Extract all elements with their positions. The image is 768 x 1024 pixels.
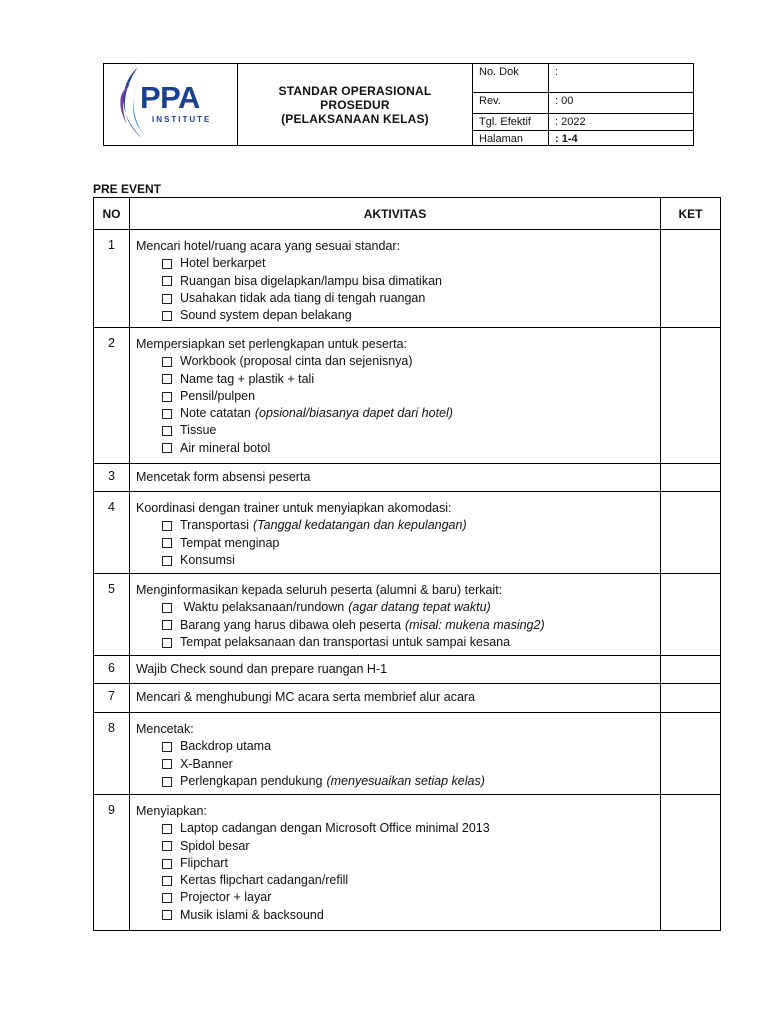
activity-cell <box>130 492 661 574</box>
activity-text: Mencari & menghubungi MC acara serta membrief alur acara <box>136 690 476 704</box>
checkbox-icon[interactable] <box>162 603 172 613</box>
checklist-item-text: Pensil/pulpen <box>180 388 256 403</box>
activity-text: Menyiapkan: <box>136 804 207 818</box>
checkbox-icon[interactable] <box>162 276 172 286</box>
table-row <box>94 464 721 492</box>
checklist-item-note: (misal: mukena masing2) <box>404 617 545 632</box>
activity-text: Mencari hotel/ruang acara yang sesuai standar: <box>136 239 401 253</box>
checklist-item-text: Usahakan tidak ada tiang di tengah ruangan <box>180 290 426 305</box>
checkbox-icon[interactable] <box>162 742 172 752</box>
ket-cell[interactable] <box>661 713 721 795</box>
activity-cell <box>130 464 661 492</box>
title-line: STANDAR OPERASIONAL <box>278 83 432 98</box>
checklist-item-note: (Tanggal kedatangan dan kepulangan) <box>253 518 467 533</box>
checkbox-icon[interactable] <box>162 620 172 630</box>
checkbox-icon[interactable] <box>162 777 172 787</box>
checklist-item <box>136 353 660 370</box>
checklist-item-text: Kertas flipchart cadangan/refill <box>180 873 349 888</box>
table-row <box>94 328 721 464</box>
checkbox-icon[interactable] <box>162 893 172 903</box>
checklist-item <box>136 872 660 889</box>
meta-value: : 00 <box>555 94 574 107</box>
row-number: 6 <box>94 656 130 684</box>
checklist-item <box>136 599 660 616</box>
checklist-item <box>136 255 660 272</box>
meta-key: No. Dok <box>473 64 549 92</box>
activity-cell <box>130 230 661 328</box>
title-line: PROSEDUR <box>320 97 390 112</box>
checklist-item <box>136 517 660 534</box>
title-line: (PELAKSANAAN KELAS) <box>281 111 429 126</box>
checklist-item-text: Workbook (proposal cinta dan sejenisnya) <box>180 354 413 369</box>
checkbox-icon[interactable] <box>162 538 172 548</box>
checklist-item-text: Backdrop utama <box>180 739 272 754</box>
checkbox-icon[interactable] <box>162 294 172 304</box>
checklist-item <box>136 422 660 439</box>
checklist-item-note: (agar datang tepat waktu) <box>348 600 491 615</box>
table-row <box>94 795 721 931</box>
checklist-item-text: Spidol besar <box>180 838 250 853</box>
checklist-item-text: X-Banner <box>180 756 233 771</box>
checklist-item-text: Name tag + plastik + tali <box>180 371 315 386</box>
row-number: 8 <box>94 713 130 795</box>
checklist-item-text: Air mineral botol <box>180 440 271 455</box>
ket-cell[interactable] <box>661 328 721 464</box>
checkbox-icon[interactable] <box>162 910 172 920</box>
activity-cell <box>130 328 661 464</box>
activity-cell <box>130 713 661 795</box>
row-number: 2 <box>94 328 130 464</box>
logo-wordmark: PPA <box>140 80 200 115</box>
checklist-item <box>136 290 660 307</box>
table-row <box>94 713 721 795</box>
checklist-item-text: Laptop cadangan dengan Microsoft Office minimal 2013 <box>180 821 490 836</box>
row-number: 5 <box>94 574 130 656</box>
checkbox-icon[interactable] <box>162 426 172 436</box>
checkbox-icon[interactable] <box>162 357 172 367</box>
checklist-item <box>136 388 660 405</box>
meta-key: Halaman <box>473 131 549 145</box>
meta-key: Tgl. Efektif <box>473 114 549 130</box>
checkbox-icon[interactable] <box>162 443 172 453</box>
activity-text: Mencetak form absensi peserta <box>136 470 311 484</box>
checkbox-icon[interactable] <box>162 876 172 886</box>
meta-row-effective-date <box>473 114 693 131</box>
document-title <box>238 64 473 145</box>
header-aktivitas: AKTIVITAS <box>130 198 661 230</box>
row-number: 1 <box>94 230 130 328</box>
meta-key: Rev. <box>473 93 549 114</box>
activity-text: Mencetak: <box>136 722 194 736</box>
table-row <box>94 574 721 656</box>
checkbox-icon[interactable] <box>162 311 172 321</box>
header-ket: KET <box>661 198 721 230</box>
checkbox-icon[interactable] <box>162 392 172 402</box>
checklist-item <box>136 273 660 290</box>
activity-text: Mempersiapkan set perlengkapan untuk peserta: <box>136 337 407 351</box>
checklist-item <box>136 738 660 755</box>
checkbox-icon[interactable] <box>162 824 172 834</box>
document-meta <box>473 64 693 145</box>
document-header <box>103 63 694 146</box>
checklist-item-text: Flipchart <box>180 855 228 870</box>
row-number: 3 <box>94 464 130 492</box>
logo-cell <box>104 64 238 145</box>
row-number: 4 <box>94 492 130 574</box>
activity-table <box>93 197 721 931</box>
ket-cell[interactable] <box>661 492 721 574</box>
table-row <box>94 656 721 684</box>
meta-row-revision <box>473 93 693 115</box>
logo-subtitle: INSTITUTE <box>152 115 212 124</box>
checklist-item-text: Konsumsi <box>180 552 235 567</box>
checkbox-icon[interactable] <box>162 638 172 648</box>
table-row <box>94 684 721 713</box>
checklist-item-text: Barang yang harus dibawa oleh peserta <box>180 617 401 632</box>
ket-cell[interactable] <box>661 574 721 656</box>
checklist-item <box>136 440 660 457</box>
checklist-item <box>136 371 660 388</box>
section-title: PRE EVENT <box>93 182 162 196</box>
meta-row-doc-no <box>473 64 693 93</box>
checklist-item <box>136 855 660 872</box>
checkbox-icon[interactable] <box>162 556 172 566</box>
activity-cell <box>130 656 661 684</box>
activity-text: Koordinasi dengan trainer untuk menyiapkan akomodasi: <box>136 501 452 515</box>
meta-value: : 1-4 <box>555 132 578 145</box>
checkbox-icon[interactable] <box>162 759 172 769</box>
checklist-item-text: Note catatan <box>180 406 251 421</box>
checkbox-icon[interactable] <box>162 841 172 851</box>
ket-cell[interactable] <box>661 230 721 328</box>
header-no: NO <box>94 198 130 230</box>
checklist-item-text: Sound system depan belakang <box>180 308 352 323</box>
checklist-item <box>136 535 660 552</box>
checklist-item <box>136 634 660 651</box>
ket-cell[interactable] <box>661 684 721 713</box>
checklist-item-note: (menyesuaikan setiap kelas) <box>326 773 485 788</box>
checklist-item <box>136 617 660 634</box>
checklist-item-text: Tempat menginap <box>180 535 280 550</box>
checkbox-icon[interactable] <box>162 409 172 419</box>
activity-cell <box>130 684 661 713</box>
checklist-item <box>136 405 660 422</box>
row-number: 9 <box>94 795 130 931</box>
checklist-item-text: Waktu pelaksanaan/rundown <box>180 600 345 615</box>
meta-value: : 2022 <box>555 116 586 129</box>
meta-row-page <box>473 131 693 145</box>
ket-cell[interactable] <box>661 795 721 931</box>
meta-value: : <box>555 66 559 78</box>
table-header-row <box>94 198 721 230</box>
checklist-item <box>136 773 660 790</box>
activity-cell <box>130 574 661 656</box>
ket-cell[interactable] <box>661 656 721 684</box>
checkbox-icon[interactable] <box>162 259 172 269</box>
checklist-item <box>136 907 660 924</box>
checklist-item <box>136 307 660 324</box>
checkbox-icon[interactable] <box>162 859 172 869</box>
checklist-item <box>136 820 660 837</box>
ket-cell[interactable] <box>661 464 721 492</box>
checkbox-icon[interactable] <box>162 521 172 531</box>
checklist-item-text: Transportasi <box>180 518 250 533</box>
checklist-item-text: Hotel berkarpet <box>180 256 266 271</box>
activity-cell <box>130 795 661 931</box>
checkbox-icon[interactable] <box>162 374 172 384</box>
checklist-item-text: Tissue <box>180 423 217 438</box>
table-row <box>94 230 721 328</box>
checklist-item <box>136 552 660 569</box>
table-row <box>94 492 721 574</box>
activity-text: Menginformasikan kepada seluruh peserta (alumni & baru) terkait: <box>136 583 503 597</box>
checklist-item <box>136 889 660 906</box>
checklist-item-text: Musik islami & backsound <box>180 907 324 922</box>
checklist-item <box>136 756 660 773</box>
activity-text: Wajib Check sound dan prepare ruangan H-1 <box>136 662 388 676</box>
checklist-item-note: (opsional/biasanya dapet dari hotel) <box>254 406 453 421</box>
checklist-item-text: Ruangan bisa digelapkan/lampu bisa dimatikan <box>180 273 442 288</box>
checklist-item-text: Projector + layar <box>180 890 272 905</box>
row-number: 7 <box>94 684 130 713</box>
checklist-item-text: Tempat pelaksanaan dan transportasi untuk sampai kesana <box>180 634 511 649</box>
checklist-item-text: Perlengkapan pendukung <box>180 773 323 788</box>
checklist-item <box>136 838 660 855</box>
